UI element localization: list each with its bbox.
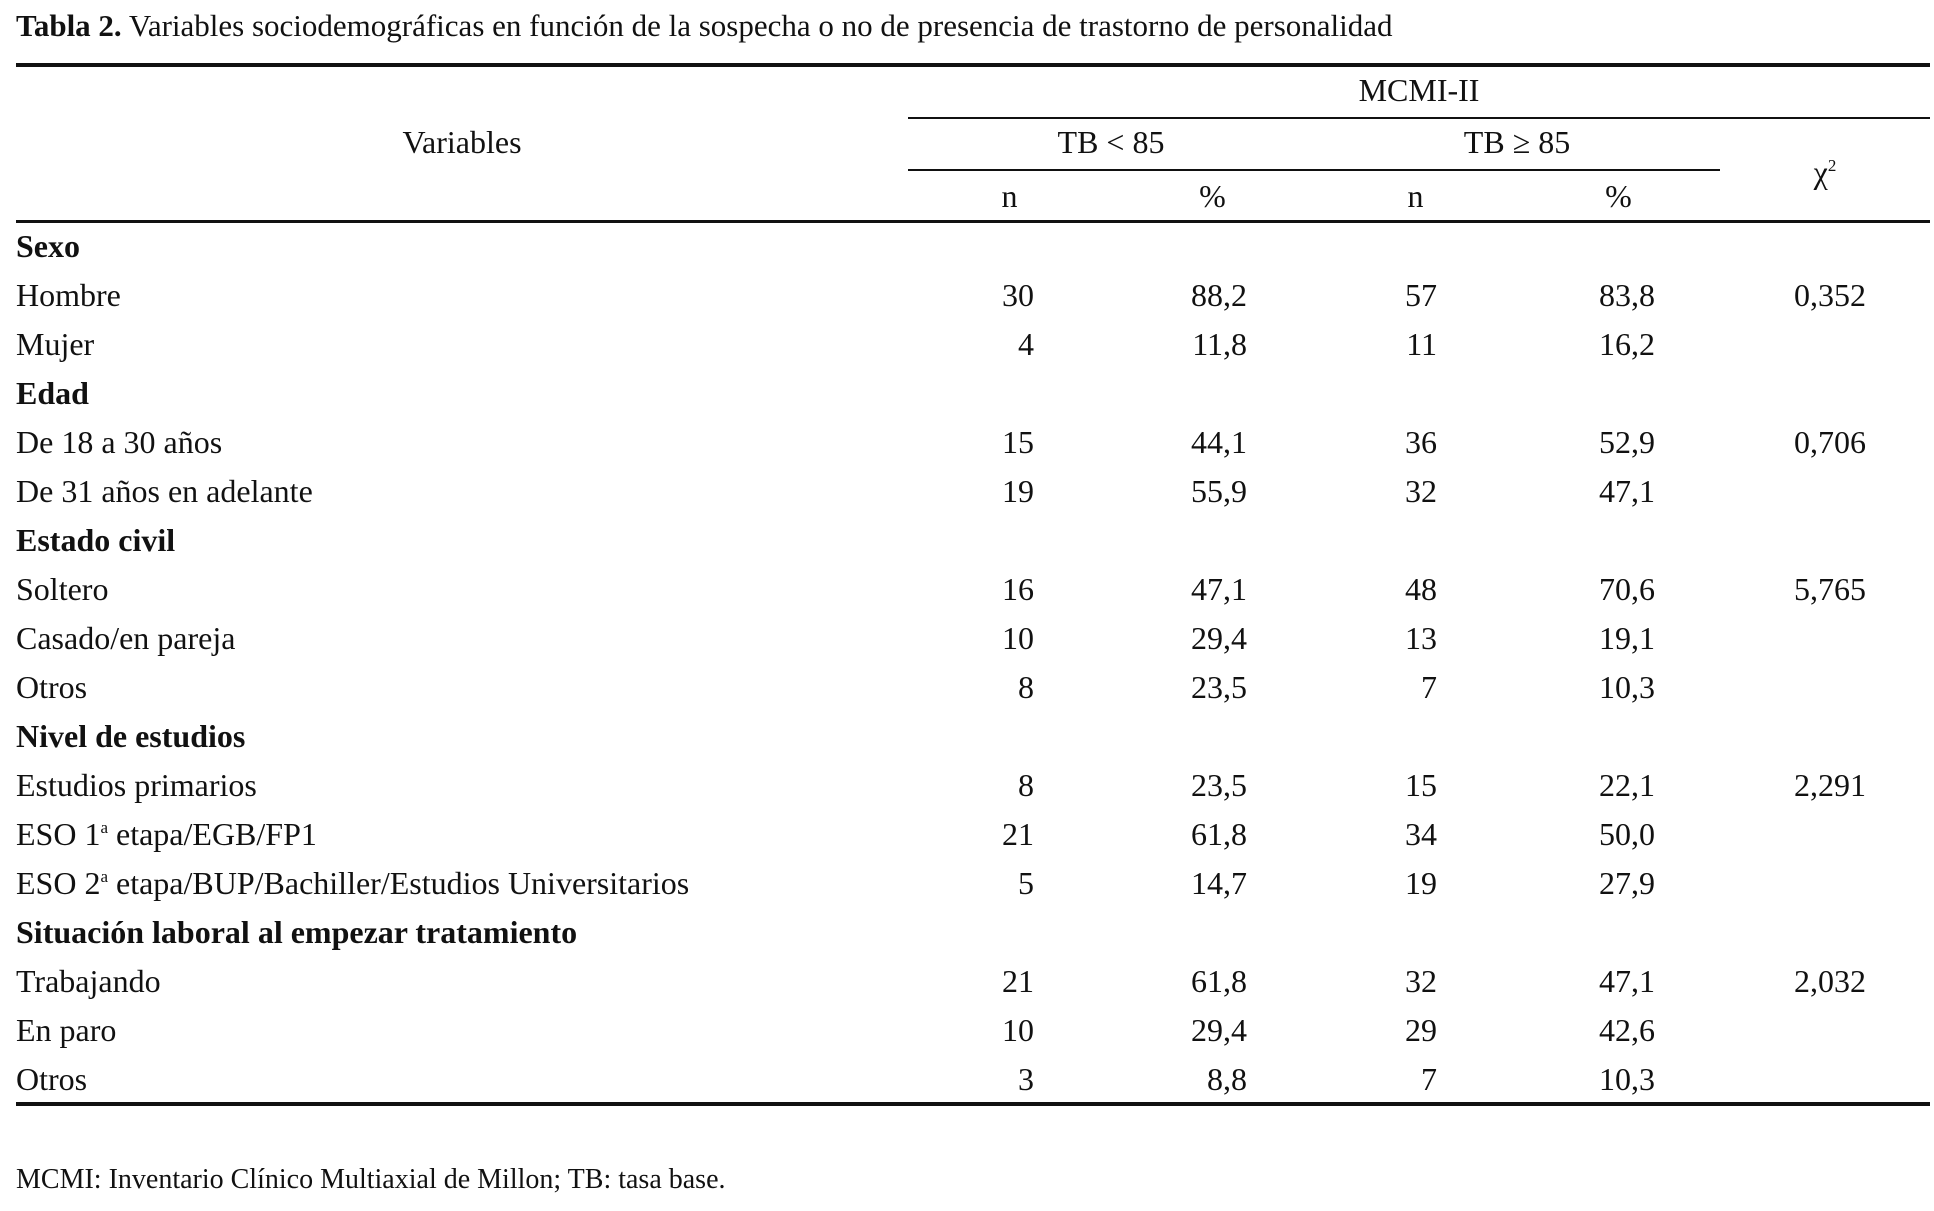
header-bottom-rule: [16, 220, 1930, 223]
row-label-text: Soltero: [16, 571, 109, 607]
cell-chi-square: 2,291: [1794, 767, 1866, 803]
row-label: [16, 618, 235, 658]
cell-pct-tb-high: 50,0: [1599, 816, 1655, 852]
cell-pct-tb-low: 61,8: [1191, 816, 1247, 852]
cell-pct-tb-high: 70,6: [1599, 571, 1655, 607]
row-label-text: Estudios primarios: [16, 767, 257, 803]
caption-label: Tabla 2.: [16, 8, 122, 43]
row-label-text: En paro: [16, 1012, 117, 1048]
bottom-rule: [16, 1102, 1930, 1106]
row-label-text: De 18 a 30 años: [16, 424, 223, 460]
cell-n-tb-low: 15: [1002, 424, 1034, 460]
row-label: [16, 1059, 87, 1099]
row-label-text: Otros: [16, 1061, 88, 1097]
header-pct-1: %: [1199, 178, 1226, 214]
cell-pct-tb-low: 23,5: [1191, 669, 1247, 705]
cell-n-tb-high: 7: [1421, 1061, 1437, 1097]
row-label: [16, 765, 257, 805]
row-label-text: Hombre: [16, 277, 121, 313]
cell-n-tb-low: 4: [1018, 326, 1034, 362]
cell-pct-tb-high: 42,6: [1599, 1012, 1655, 1048]
cell-n-tb-low: 8: [1018, 767, 1034, 803]
row-label: [16, 1010, 116, 1050]
cell-pct-tb-high: 10,3: [1599, 669, 1655, 705]
cell-pct-tb-low: 29,4: [1191, 620, 1247, 656]
row-label-rest: etapa/BUP/Bachiller/Estudios Universitarios: [108, 865, 690, 901]
cell-pct-tb-low: 11,8: [1192, 326, 1247, 362]
row-label-text: Edad: [16, 375, 89, 411]
table-caption: [16, 4, 1393, 48]
row-label-text: Mujer: [16, 326, 95, 362]
cell-pct-tb-low: 88,2: [1191, 277, 1247, 313]
row-label-rest: etapa/EGB/FP1: [108, 816, 317, 852]
cell-n-tb-low: 21: [1002, 816, 1034, 852]
top-rule: [16, 63, 1930, 67]
cell-pct-tb-low: 14,7: [1191, 865, 1247, 901]
cell-pct-tb-high: 47,1: [1599, 473, 1655, 509]
row-label-text: Situación laboral al empezar tratamiento: [16, 914, 578, 950]
cell-pct-tb-low: 55,9: [1191, 473, 1247, 509]
cell-n-tb-high: 57: [1405, 277, 1437, 313]
cell-n-tb-low: 21: [1002, 963, 1034, 999]
cell-pct-tb-high: 52,9: [1599, 424, 1655, 460]
row-label: [16, 422, 222, 462]
cell-pct-tb-low: 29,4: [1191, 1012, 1247, 1048]
cell-n-tb-low: 16: [1002, 571, 1034, 607]
row-label: [16, 667, 87, 707]
ordinal-superscript: a: [100, 818, 108, 837]
row-label-text: De 31 años en adelante: [16, 473, 313, 509]
header-tb-high: TB ≥ 85: [1463, 124, 1571, 160]
row-label-text: ESO 1: [16, 816, 101, 852]
cell-n-tb-high: 32: [1405, 963, 1437, 999]
cell-pct-tb-high: 27,9: [1599, 865, 1655, 901]
cell-pct-tb-high: 47,1: [1599, 963, 1655, 999]
section-heading: [16, 373, 89, 413]
row-label-text: ESO 2: [16, 865, 101, 901]
cell-n-tb-low: 3: [1018, 1061, 1034, 1097]
cell-pct-tb-low: 8,8: [1207, 1061, 1247, 1097]
cell-n-tb-low: 30: [1002, 277, 1034, 313]
header-variables: Variables: [402, 124, 522, 160]
cell-pct-tb-high: 16,2: [1599, 326, 1655, 362]
cell-n-tb-high: 13: [1405, 620, 1437, 656]
cell-pct-tb-high: 10,3: [1599, 1061, 1655, 1097]
row-label-text: Nivel de estudios: [16, 718, 246, 754]
cell-pct-tb-high: 83,8: [1599, 277, 1655, 313]
section-heading: [16, 226, 80, 266]
cell-n-tb-high: 19: [1405, 865, 1437, 901]
row-label-text: Estado civil: [16, 522, 176, 558]
row-label-text: Trabajando: [16, 963, 161, 999]
chi-superscript: 2: [1827, 156, 1837, 175]
row-label-text: Casado/en pareja: [16, 620, 236, 656]
cell-pct-tb-low: 44,1: [1191, 424, 1247, 460]
section-heading: [16, 912, 577, 952]
header-group: MCMI-II: [1358, 72, 1480, 108]
cell-n-tb-high: 29: [1405, 1012, 1437, 1048]
cell-pct-tb-low: 61,8: [1191, 963, 1247, 999]
table-note: MCMI: Inventario Clínico Multiaxial de Millon; TB: tasa base.: [16, 1164, 726, 1195]
cell-n-tb-low: 10: [1002, 1012, 1034, 1048]
cell-n-tb-high: 48: [1405, 571, 1437, 607]
cell-chi-square: 0,706: [1794, 424, 1866, 460]
cell-n-tb-high: 32: [1405, 473, 1437, 509]
cell-pct-tb-low: 23,5: [1191, 767, 1247, 803]
row-label: [16, 324, 94, 364]
cell-n-tb-low: 10: [1002, 620, 1034, 656]
cell-n-tb-low: 8: [1018, 669, 1034, 705]
row-label: [16, 814, 317, 854]
cell-pct-tb-high: 19,1: [1599, 620, 1655, 656]
cell-n-tb-high: 34: [1405, 816, 1437, 852]
cell-n-tb-high: 11: [1406, 326, 1437, 362]
cell-chi-square: 0,352: [1794, 277, 1866, 313]
section-heading: [16, 520, 175, 560]
cell-n-tb-low: 19: [1002, 473, 1034, 509]
row-label: [16, 275, 121, 315]
cell-n-tb-low: 5: [1018, 865, 1034, 901]
ordinal-superscript: a: [100, 867, 108, 886]
chi-symbol: χ: [1813, 154, 1828, 190]
mcmi-rule: [908, 117, 1930, 119]
caption-text: Variables sociodemográficas en función de la sospecha o no de presencia de trastorno de personalidad: [121, 8, 1393, 43]
row-label: [16, 569, 108, 609]
cell-n-tb-high: 36: [1405, 424, 1437, 460]
header-chi-square: [1720, 152, 1930, 192]
header-n-1: n: [1001, 178, 1018, 214]
cell-n-tb-high: 15: [1405, 767, 1437, 803]
cell-chi-square: 2,032: [1794, 963, 1866, 999]
section-heading: [16, 716, 245, 756]
tb-rule: [908, 169, 1720, 171]
cell-chi-square: 5,765: [1794, 571, 1866, 607]
row-label: [16, 961, 161, 1001]
header-pct-2: %: [1605, 178, 1632, 214]
row-label-text: Otros: [16, 669, 88, 705]
header-n-2: n: [1407, 178, 1424, 214]
header-tb-low: TB < 85: [1057, 124, 1165, 160]
row-label: [16, 863, 689, 903]
cell-pct-tb-high: 22,1: [1599, 767, 1655, 803]
row-label-text: Sexo: [16, 228, 80, 264]
row-label: [16, 471, 313, 511]
cell-pct-tb-low: 47,1: [1191, 571, 1247, 607]
cell-n-tb-high: 7: [1421, 669, 1437, 705]
